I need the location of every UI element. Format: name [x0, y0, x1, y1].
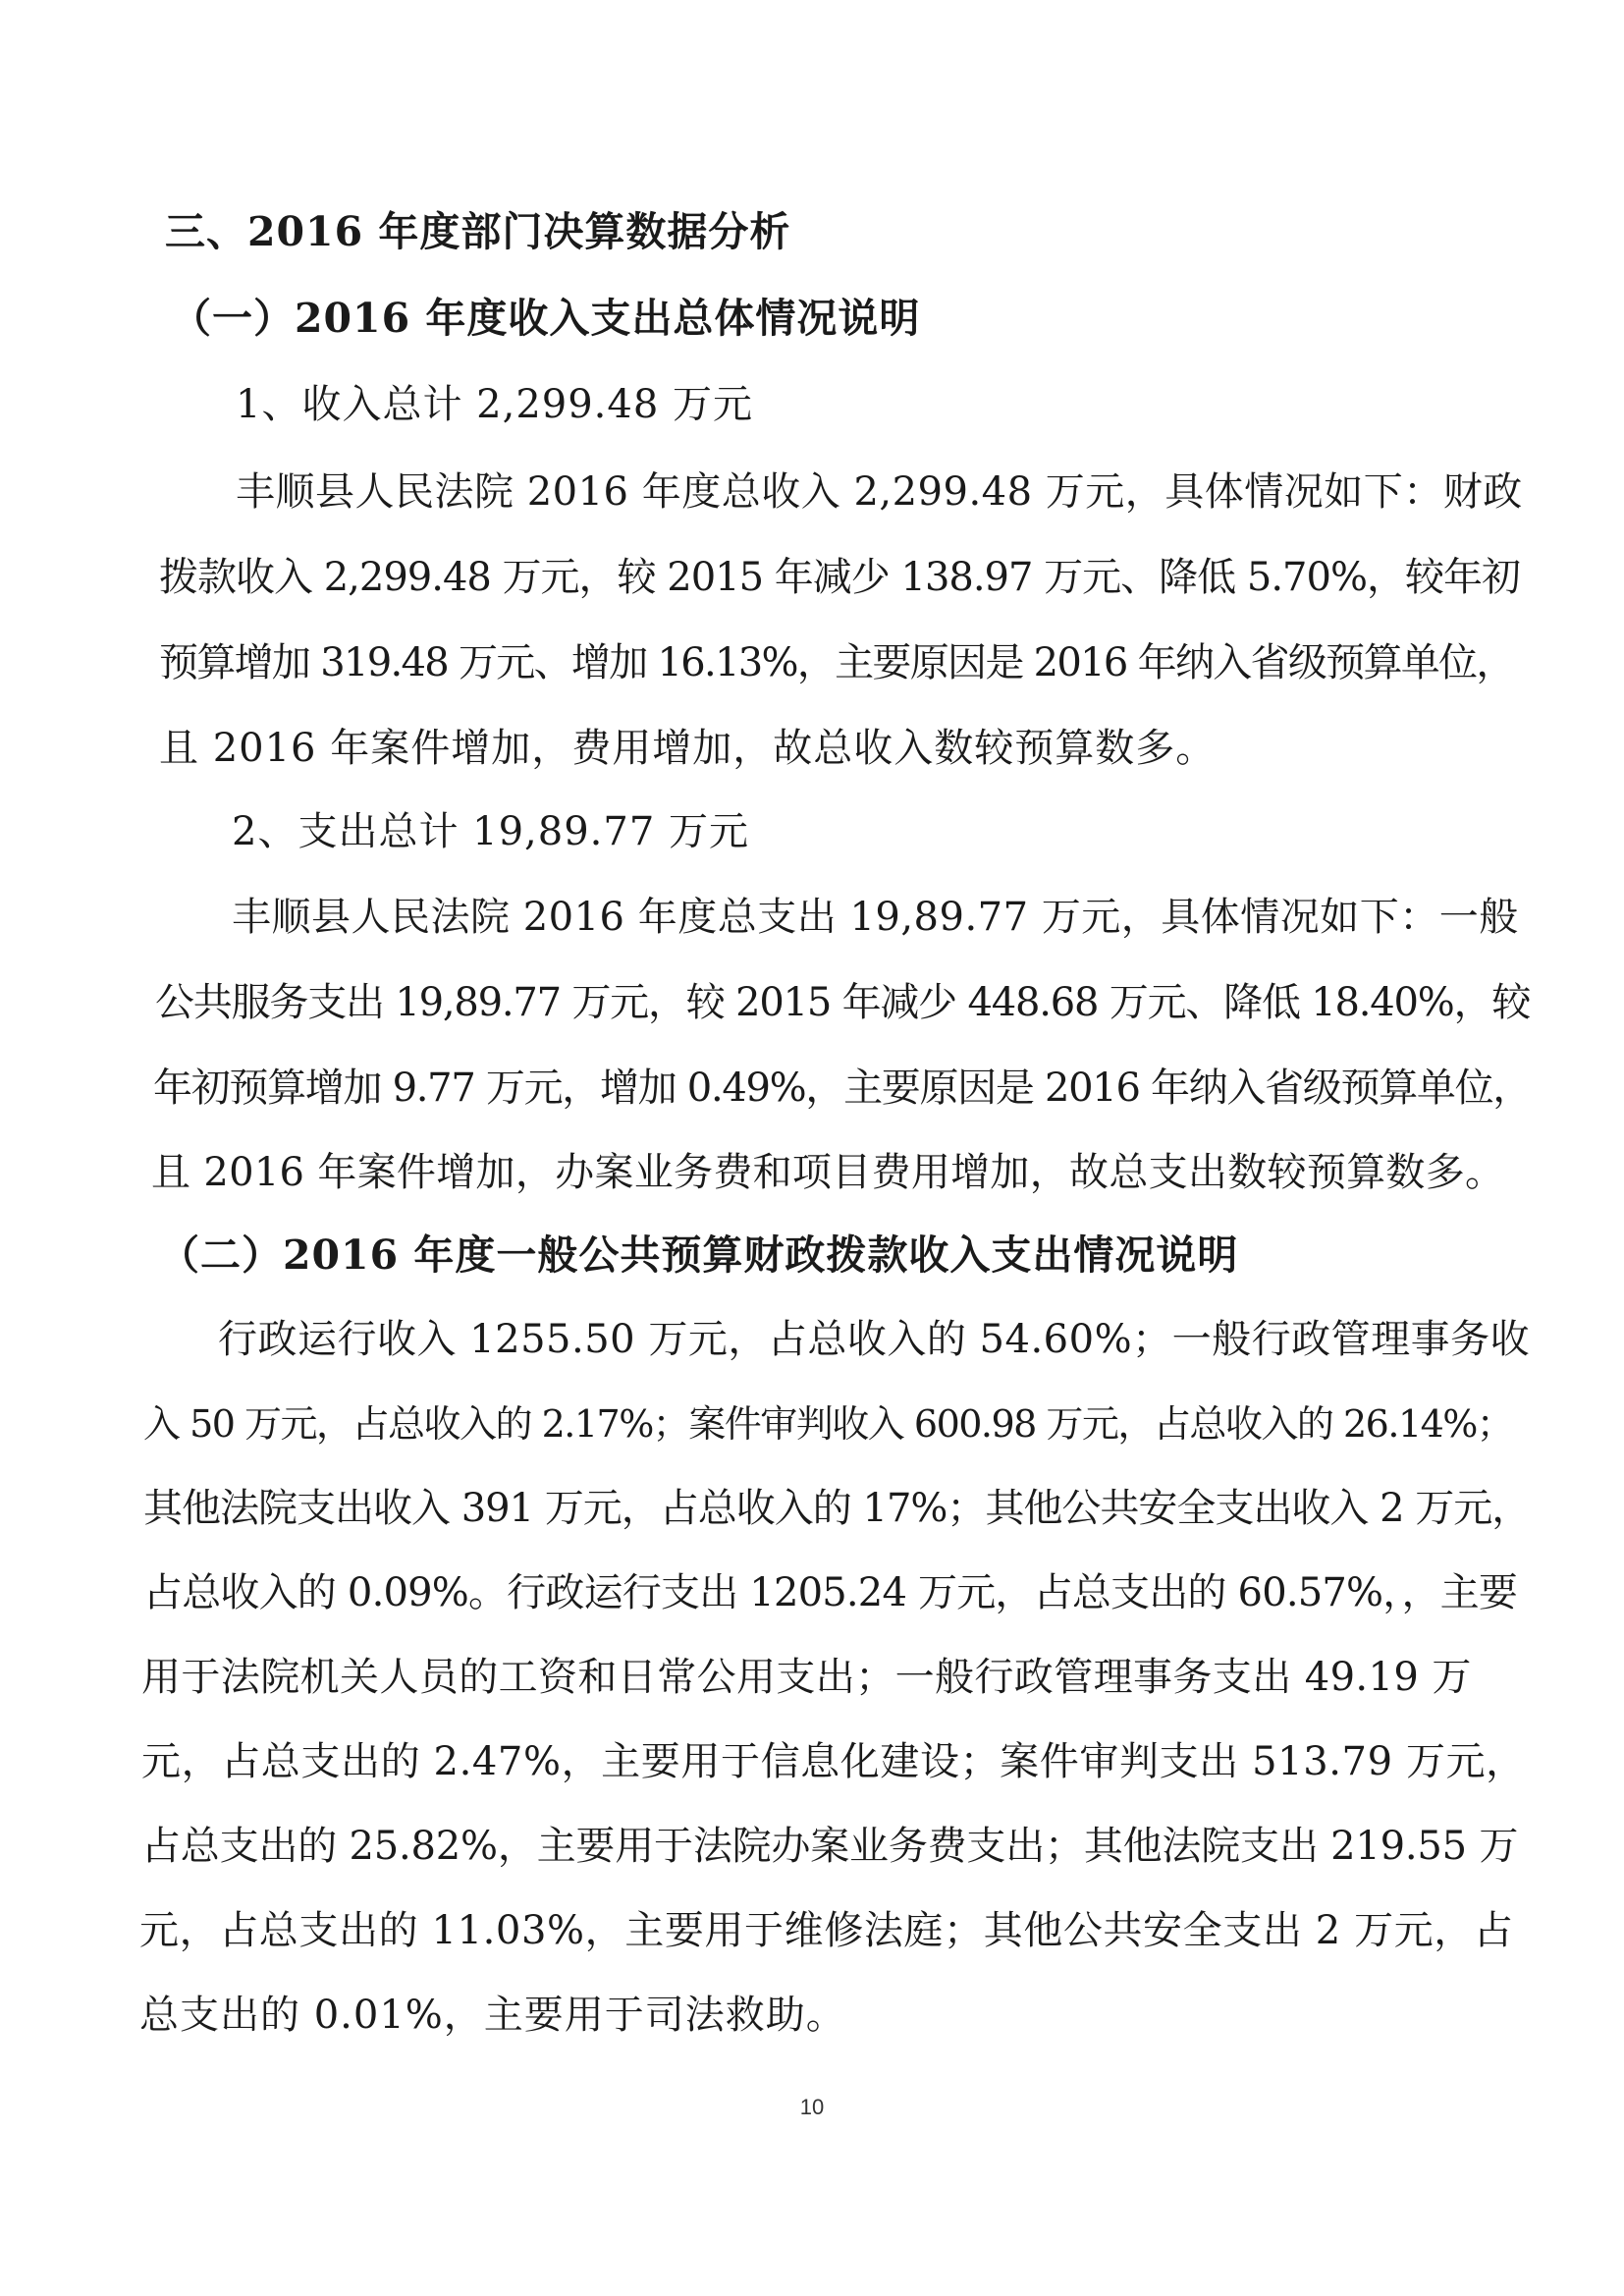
section-heading: 三、2016 年度部门决算数据分析	[165, 208, 791, 255]
subsection2-paragraph-line: 总支出的 0.01%，主要用于司法救助。	[139, 1993, 846, 2038]
item2-paragraph-line: 年初预算增加 9.77 万元，增加 0.49%，主要原因是 2016 年纳入省级预算单位，	[153, 1066, 1532, 1111]
item2-title: 2、支出总计 19,89.77 万元	[232, 809, 750, 854]
item2-paragraph-line: 丰顺县人民法院 2016 年度总支出 19,89.77 万元，具体情况如下：一般	[232, 895, 1519, 940]
item1-paragraph-line: 且 2016 年案件增加，费用增加，故总收入数较预算数多。	[159, 726, 1217, 771]
subsection2-paragraph-line: 行政运行收入 1255.50 万元，占总收入的 54.60%；一般行政管理事务收	[218, 1317, 1531, 1362]
subsection2-paragraph-line: 元，占总支出的 2.47%，主要用于信息化建设；案件审判支出 513.79 万元，	[141, 1739, 1526, 1784]
item1-paragraph-line: 预算增加 319.48 万元、增加 16.13%，主要原因是 2016 年纳入省级预算单位，	[159, 640, 1514, 685]
item1-paragraph-line: 拨款收入 2,299.48 万元，较 2015 年减少 138.97 万元、降低 5.70%，较年初	[159, 555, 1520, 600]
subsection1-heading: （一）2016 年度收入支出总体情况说明	[171, 295, 921, 342]
subsection2-paragraph-line: 入 50 万元，占总收入的 2.17%；案件审判收入 600.98 万元，占总收入的 26.14%；	[143, 1402, 1513, 1446]
subsection2-paragraph-line: 占总收入的 0.09%。行政运行支出 1205.24 万元，占总支出的 60.57%，，主要	[143, 1570, 1518, 1615]
item1-paragraph-line: 丰顺县人民法院 2016 年度总收入 2,299.48 万元，具体情况如下：财政	[236, 469, 1523, 515]
subsection2-paragraph-line: 元，占总支出的 11.03%，主要用于维修法庭；其他公共安全支出 2 万元，占	[139, 1908, 1514, 1953]
item2-paragraph-line: 公共服务支出 19,89.77 万元，较 2015 年减少 448.68 万元、降低 18.40%，较	[155, 980, 1531, 1025]
item2-paragraph-line: 且 2016 年案件增加，办案业务费和项目费用增加，故总支出数较预算数多。	[151, 1150, 1505, 1195]
subsection2-paragraph-line: 其他法院支出收入 391 万元，占总收入的 17%；其他公共安全支出收入 2 万元，	[143, 1486, 1531, 1531]
subsection2-paragraph-line: 占总支出的 25.82%，主要用于法院办案业务费支出；其他法院支出 219.55 万	[141, 1824, 1519, 1869]
subsection2-heading: （二）2016 年度一般公共预算财政拨款收入支出情况说明	[159, 1231, 1239, 1279]
page-number: 10	[799, 2095, 825, 2119]
subsection2-paragraph-line: 用于法院机关人员的工资和日常公用支出；一般行政管理事务支出 49.19 万	[141, 1655, 1472, 1700]
item1-title: 1、收入总计 2,299.48 万元	[236, 382, 754, 427]
